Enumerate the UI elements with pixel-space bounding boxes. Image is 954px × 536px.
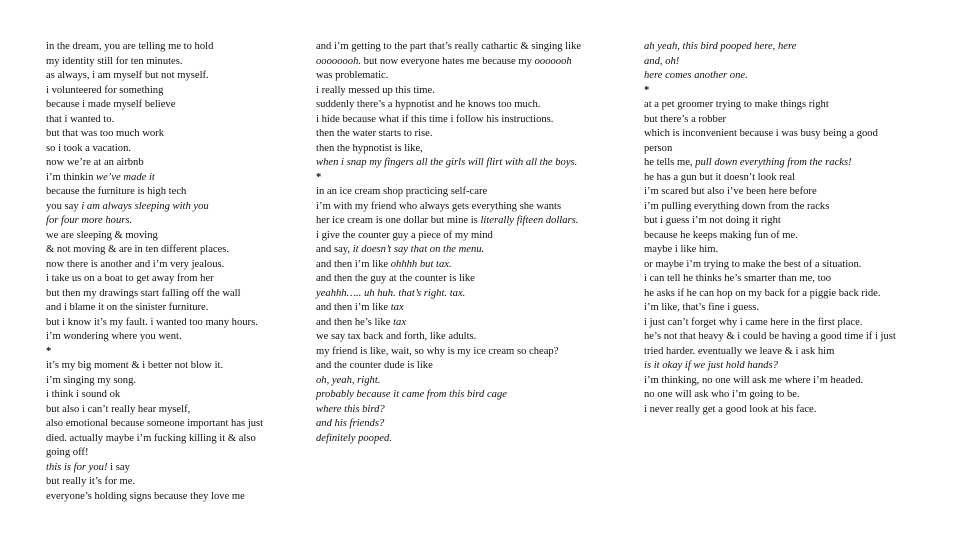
text-segment: i can tell he thinks he’s smarter than me, too bbox=[644, 273, 832, 284]
text-segment: i’m thinking, no one will ask me where i’m headed. bbox=[644, 374, 864, 386]
poem-line bbox=[316, 84, 626, 99]
text-segment: maybe i like him. bbox=[644, 244, 719, 255]
text-segment: which is inconvenient because i was busy being a good bbox=[644, 128, 878, 139]
italic-text-segment: here comes another one. bbox=[644, 70, 748, 81]
text-segment: as always, i am myself but not myself. bbox=[46, 70, 209, 81]
italic-text-segment: pull down everything from the racks! bbox=[695, 157, 852, 168]
text-column-3 bbox=[644, 40, 936, 417]
text-segment: now there is another and i’m very jealous. bbox=[46, 258, 225, 270]
section-separator bbox=[644, 84, 936, 99]
text-segment: but i guess i’m not doing it right bbox=[644, 215, 781, 226]
text-segment: and say, bbox=[316, 244, 353, 255]
poem-line bbox=[644, 345, 936, 360]
text-segment: then the hypnotist is like, bbox=[316, 142, 423, 154]
poem-line bbox=[46, 156, 296, 171]
italic-text-segment: oh, yeah, right. bbox=[316, 374, 381, 386]
italic-text-segment: for four more hours. bbox=[46, 215, 133, 226]
poem-line bbox=[644, 69, 936, 84]
poem-line bbox=[644, 171, 936, 186]
poem-line bbox=[644, 55, 936, 70]
text-segment: i’m singing my song. bbox=[46, 374, 137, 386]
text-segment: * bbox=[644, 84, 650, 96]
poem-line bbox=[316, 69, 626, 84]
text-segment: now we’re at an airbnb bbox=[46, 157, 144, 168]
poem-line bbox=[644, 330, 936, 345]
poem-line bbox=[316, 330, 626, 345]
poem-line bbox=[316, 432, 626, 447]
poem-line bbox=[644, 214, 936, 229]
text-segment: because the furniture is high tech bbox=[46, 186, 187, 197]
poem-line bbox=[316, 388, 626, 403]
text-segment: we say tax back and forth, like adults. bbox=[316, 331, 477, 342]
text-segment: it’s my big moment & i better not blow it. bbox=[46, 360, 224, 371]
poem-line bbox=[316, 127, 626, 142]
poem-line bbox=[46, 461, 296, 476]
text-segment: you say bbox=[46, 200, 82, 212]
poem-line bbox=[46, 229, 296, 244]
poem-line bbox=[46, 316, 296, 331]
text-segment: he asks if he can hop on my back for a piggie back ride. bbox=[644, 287, 881, 299]
italic-text-segment: tax bbox=[393, 316, 407, 328]
text-segment: i give the counter guy a piece of my mind bbox=[316, 229, 493, 241]
poem-line bbox=[316, 98, 626, 113]
italic-text-segment: where this bird? bbox=[316, 403, 385, 415]
poem-line bbox=[316, 55, 626, 70]
text-segment: also emotional because someone important has just bbox=[46, 418, 264, 429]
text-segment: i just can’t forget why i came here in the first place. bbox=[644, 316, 863, 328]
text-segment: i’m scared but also i’ve been here before bbox=[644, 186, 817, 197]
text-segment: and the counter dude is like bbox=[316, 360, 433, 371]
poem-line bbox=[46, 359, 296, 374]
text-column-2 bbox=[316, 40, 626, 446]
poem-line bbox=[46, 417, 296, 432]
poem-line bbox=[46, 98, 296, 113]
poem-line bbox=[316, 113, 626, 128]
text-segment: that i wanted to. bbox=[46, 113, 115, 125]
text-segment: but really it’s for me. bbox=[46, 476, 136, 487]
poem-line bbox=[316, 287, 626, 302]
text-segment: but also i can’t really hear myself, bbox=[46, 403, 191, 415]
poem-line bbox=[644, 40, 936, 55]
poem-line bbox=[46, 287, 296, 302]
poem-line bbox=[46, 243, 296, 258]
section-separator bbox=[316, 171, 626, 186]
poem-line bbox=[644, 185, 936, 200]
italic-text-segment: literally fifteen dollars. bbox=[480, 215, 579, 226]
text-segment: i say bbox=[107, 461, 130, 473]
text-segment: & not moving & are in ten different places. bbox=[46, 244, 230, 255]
poem-line bbox=[46, 84, 296, 99]
italic-text-segment: this is for you! bbox=[46, 461, 108, 473]
text-segment: i’m with my friend who always gets everything she wants bbox=[316, 200, 562, 212]
text-segment: i take us on a boat to get away from her bbox=[46, 273, 214, 284]
text-segment: * bbox=[46, 345, 52, 357]
poem-line bbox=[316, 142, 626, 157]
italic-text-segment: probably because it came from this bird cage bbox=[316, 389, 507, 400]
poem-line bbox=[46, 272, 296, 287]
italic-text-segment: yeahhh….. uh huh. that’s right. tax. bbox=[316, 287, 466, 299]
poem-line bbox=[316, 272, 626, 287]
poem-line bbox=[46, 490, 296, 505]
text-segment: * bbox=[316, 171, 322, 183]
text-segment: or maybe i’m trying to make the best of a situation. bbox=[644, 258, 862, 270]
text-segment: i think i sound ok bbox=[46, 389, 121, 400]
poem-line bbox=[316, 214, 626, 229]
poem-line bbox=[644, 243, 936, 258]
text-segment: but i know it’s my fault. i wanted too many hours. bbox=[46, 316, 258, 328]
poem-line bbox=[644, 272, 936, 287]
poem-line bbox=[316, 185, 626, 200]
text-segment: my identity still for ten minutes. bbox=[46, 55, 183, 67]
poem-line bbox=[46, 127, 296, 142]
italic-text-segment: oooooooh. bbox=[316, 55, 362, 67]
poem-line bbox=[644, 258, 936, 273]
text-segment: person bbox=[644, 142, 673, 154]
poem-line bbox=[46, 214, 296, 229]
text-segment: but that was too much work bbox=[46, 128, 164, 139]
text-segment: i’m thinkin bbox=[46, 171, 97, 183]
text-segment: because i made myself believe bbox=[46, 99, 176, 110]
text-segment: and then i’m like bbox=[316, 258, 391, 270]
poem-line bbox=[644, 359, 936, 374]
poem-line bbox=[316, 40, 626, 55]
text-segment: in an ice cream shop practicing self-care bbox=[316, 186, 488, 197]
poem-line bbox=[46, 388, 296, 403]
poem-line bbox=[316, 316, 626, 331]
text-segment: but now everyone hates me because my bbox=[361, 55, 535, 67]
italic-text-segment: and his friends? bbox=[316, 418, 385, 429]
text-segment: he’s not that heavy & i could be having a good time if i just bbox=[644, 331, 896, 342]
poem-line bbox=[46, 432, 296, 447]
italic-text-segment: when i snap my fingers all the girls will flirt with all the boys. bbox=[316, 157, 578, 168]
text-segment: i’m pulling everything down from the racks bbox=[644, 200, 830, 212]
text-segment: because he keeps making fun of me. bbox=[644, 229, 798, 241]
poem-line bbox=[644, 403, 936, 418]
poem-line bbox=[644, 127, 936, 142]
poem-line bbox=[644, 156, 936, 171]
text-segment: no one will ask who i’m going to be. bbox=[644, 389, 800, 400]
text-segment: in the dream, you are telling me to hold bbox=[46, 41, 214, 52]
text-segment: suddenly there’s a hypnotist and he knows too much. bbox=[316, 99, 541, 110]
text-segment: my friend is like, wait, so why is my ice cream so cheap? bbox=[316, 345, 559, 357]
text-segment: everyone’s holding signs because they love me bbox=[46, 490, 245, 502]
text-segment: died. actually maybe i’m fucking killing it & also bbox=[46, 432, 256, 444]
text-segment: at a pet groomer trying to make things right bbox=[644, 99, 829, 110]
text-segment: but then my drawings start falling off the wall bbox=[46, 287, 241, 299]
text-segment: he has a gun but it doesn’t look real bbox=[644, 171, 796, 183]
text-segment: he tells me, bbox=[644, 157, 696, 168]
poem-line bbox=[644, 229, 936, 244]
poem-line bbox=[46, 171, 296, 186]
italic-text-segment: we’ve made it bbox=[96, 171, 155, 183]
italic-text-segment: ohhhh but tax. bbox=[390, 258, 452, 270]
italic-text-segment: ah yeah, this bird pooped here, here bbox=[644, 41, 797, 52]
italic-text-segment: and, oh! bbox=[644, 55, 680, 67]
text-segment: and then the guy at the counter is like bbox=[316, 273, 475, 284]
poem-line bbox=[316, 403, 626, 418]
text-segment: and i’m getting to the part that’s really cathartic & singing like bbox=[316, 41, 582, 52]
text-segment: tried harder. eventually we leave & i ask him bbox=[644, 345, 835, 357]
text-segment: and then i’m like bbox=[316, 302, 391, 313]
text-segment: i hide because what if this time i follow his instructions. bbox=[316, 113, 554, 125]
poem-line bbox=[316, 200, 626, 215]
poem-line bbox=[644, 142, 936, 157]
poem-line bbox=[644, 316, 936, 331]
poem-line bbox=[46, 40, 296, 55]
text-segment: so i took a vacation. bbox=[46, 142, 132, 154]
italic-text-segment: ooooooh bbox=[534, 55, 572, 67]
text-segment: we are sleeping & moving bbox=[46, 229, 158, 241]
poem-line bbox=[644, 301, 936, 316]
text-segment: and i blame it on the sinister furniture. bbox=[46, 302, 209, 313]
text-segment: going off! bbox=[46, 447, 89, 458]
poem-line bbox=[316, 301, 626, 316]
poem-line bbox=[46, 330, 296, 345]
poem-line bbox=[46, 475, 296, 490]
poem-line bbox=[316, 156, 626, 171]
text-segment: i’m wondering where you went. bbox=[46, 331, 182, 342]
poem-line bbox=[316, 374, 626, 389]
poem-line bbox=[316, 229, 626, 244]
poem-line bbox=[46, 403, 296, 418]
poem-line bbox=[46, 185, 296, 200]
poem-line bbox=[316, 359, 626, 374]
italic-text-segment: i am always sleeping with you bbox=[81, 200, 209, 212]
poem-line bbox=[46, 446, 296, 461]
poem-line bbox=[46, 69, 296, 84]
poem-line bbox=[644, 374, 936, 389]
poem-line bbox=[46, 374, 296, 389]
text-segment: i volunteered for something bbox=[46, 84, 164, 96]
text-segment: then the water starts to rise. bbox=[316, 128, 433, 139]
text-segment: i really messed up this time. bbox=[316, 84, 435, 96]
poem-line bbox=[46, 142, 296, 157]
text-segment: her ice cream is one dollar but mine is bbox=[316, 215, 481, 226]
text-segment: was problematic. bbox=[316, 70, 389, 81]
italic-text-segment: tax bbox=[390, 302, 404, 313]
italic-text-segment: it doesn’t say that on the menu. bbox=[352, 244, 485, 255]
poem-line bbox=[46, 200, 296, 215]
italic-text-segment: definitely pooped. bbox=[316, 432, 392, 444]
poem-line bbox=[644, 388, 936, 403]
poem-line bbox=[46, 113, 296, 128]
text-segment: and then he’s like bbox=[316, 316, 394, 328]
text-segment: i’m like, that’s fine i guess. bbox=[644, 302, 760, 313]
poem-line bbox=[316, 258, 626, 273]
poem-line bbox=[644, 200, 936, 215]
poem-line bbox=[316, 345, 626, 360]
poem-line bbox=[316, 417, 626, 432]
poem-line bbox=[644, 287, 936, 302]
poem-line bbox=[46, 55, 296, 70]
text-segment: but there’s a robber bbox=[644, 113, 727, 125]
poem-line bbox=[46, 258, 296, 273]
poem-line bbox=[644, 113, 936, 128]
text-column-1 bbox=[46, 40, 296, 504]
poem-line bbox=[316, 243, 626, 258]
text-segment: i never really get a good look at his face. bbox=[644, 403, 817, 415]
poem-line bbox=[644, 98, 936, 113]
section-separator bbox=[46, 345, 296, 360]
poem-line bbox=[46, 301, 296, 316]
italic-text-segment: is it okay if we just hold hands? bbox=[644, 360, 778, 371]
